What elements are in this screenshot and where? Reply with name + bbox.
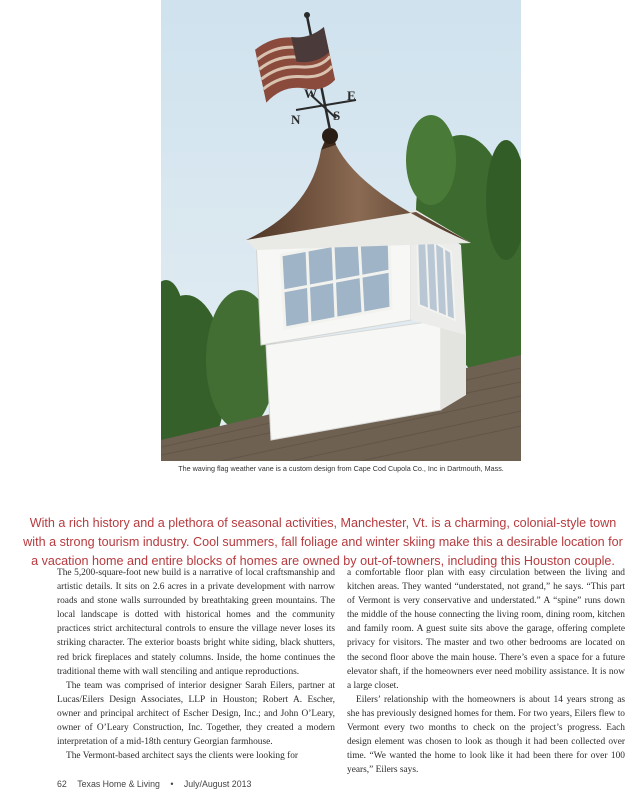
pull-quote-line: With a rich history and a plethora of seasonal activities, Manchester, Vt. is a charming, colonial-style town	[29, 516, 617, 530]
body-paragraph: The 5,200-square-foot new build is a narrative of local craftsmanship and artistic details. It sits on 2.6 acres in a private development with narrow roads and stone walls surrounded by breathtaking green mountains. The local landscape is dotted with historical homes and the community practices strict architectural controls to ensure the village never loses its striking character. The exterior boasts bright white siding, black shutters, red brick fireplaces and stately columns. Inside, the home continues the traditional theme with wall stenciling and antique reproductions.	[57, 568, 335, 677]
body-column-left	[57, 566, 335, 763]
body-paragraph: Eilers’ relationship with the homeowners is about 14 years strong as she has previously designed homes for them. For two years, Eilers flew to Vermont every two months to check on the project’s progress. Each design element was chosen to look as though it had been collected over time. “We wanted the home to look like it had been there for over 100 years,” Eilers says.	[347, 694, 625, 776]
body-paragraph: The team was comprised of interior designer Sarah Eilers, partner at Lucas/Eilers Design Associates, LLP in Houston; Robert A. Escher, owner and principal architect of Escher Design, Inc.; and John O’Leary, owner of O’Leary Construction, Inc. Together, they created a modern interpretation of a mid-18th century Georgian farmhouse.	[57, 680, 335, 748]
body-paragraph: The Vermont-based architect says the clients were looking for	[66, 751, 299, 762]
body-column-right	[347, 566, 625, 777]
pull-quote	[20, 514, 626, 571]
cupola-weathervane-illustration	[161, 0, 521, 461]
page-number: 62	[57, 779, 67, 789]
issue-date: July/August 2013	[183, 779, 252, 789]
svg-text:S: S	[333, 108, 341, 123]
svg-text:E: E	[347, 88, 356, 103]
publication-name: Texas Home & Living	[77, 779, 160, 789]
svg-text:N: N	[291, 112, 301, 127]
pull-quote-line: with a strong tourism industry. Cool summers, fall foliage and winter skiing make this a desirable location for	[23, 535, 623, 549]
pull-quote-line: a vacation home and entire blocks of homes are owned by out-of-towners, including this Houston couple.	[31, 554, 615, 568]
svg-text:W: W	[304, 86, 317, 101]
page-footer	[57, 779, 251, 789]
footer-separator: •	[170, 779, 174, 789]
cupola-photo	[161, 0, 521, 461]
photo-caption: The waving flag weather vane is a custom design from Cape Cod Cupola Co., Inc in Dartmouth, Mass.	[178, 464, 504, 473]
body-paragraph: a comfortable floor plan with easy circulation between the living and kitchen areas. They wanted “understated, not grand,” he says. “This part of Vermont is very conservative and understated.” A “spine” runs down the middle of the house connecting the living room, dining room, kitchen and family room. A guest suite sits above the garage, offering complete privacy for visitors. The master and two other bedrooms are located on the second floor above the main house. There’s even a space for a future elevator shaft, if the homeowners ever need mobility assistance. It is now a large closet.	[347, 568, 625, 691]
